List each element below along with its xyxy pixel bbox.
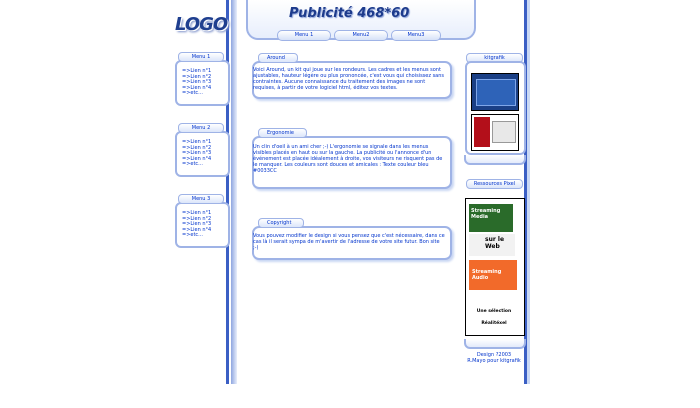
- menu-2-link[interactable]: =>Lien n°2: [182, 144, 212, 151]
- kitgrafik-title: kitgrafik: [466, 53, 523, 63]
- ergonomie-text: Un clin d'oeil à un ami cher ;-) L'ergonomie se signale dans les menus visibles placés en haut ou sur la gauche. La publicité ou l'annonce d'un événement est placée idéalement à droite, vos visiteurs ne risquent pas de le manquer. Les couleurs sont douces et amicales : Texte couleur bleu #0033CC: [253, 144, 443, 174]
- nav-menu-1[interactable]: Menu 1: [277, 30, 331, 41]
- nav-menu-3[interactable]: Menu3: [391, 30, 441, 41]
- left-divider-shade: [231, 0, 237, 384]
- menu-3-link[interactable]: =>etc...: [182, 232, 203, 239]
- promo-streaming-audio-image[interactable]: [469, 260, 517, 290]
- footer-credits: [462, 352, 526, 364]
- menu-2-link[interactable]: =>etc...: [182, 161, 203, 168]
- resources-title: Ressources Pixel: [466, 179, 523, 189]
- menu-3-link[interactable]: =>Lien n°3: [182, 221, 212, 228]
- right-divider-shade: [527, 0, 530, 384]
- around-text: Voici Around, un kit qui joue sur les rondeurs. Les cadres et les menus sont ajustables, hauteur légère ou plus prononcée, c'est vous qui choisissez sans contraintes. Aucune connaissance du traitement des images ne sont requises, à partir de votre logiciel html, éditez vos textes.: [253, 67, 445, 91]
- promo-streaming-media-image[interactable]: [469, 204, 513, 232]
- menu-3-list: [182, 211, 211, 239]
- menu-3-link[interactable]: =>Lien n°1: [182, 210, 212, 216]
- promo-label-1: Streaming Media: [471, 208, 501, 220]
- promo-line-2: Réalitéxel: [481, 321, 507, 326]
- menu-2-link[interactable]: =>Lien n°3: [182, 150, 212, 157]
- copyright-title: Copyright: [258, 218, 304, 228]
- promo-sur-le-web-image[interactable]: [469, 234, 515, 256]
- menu-2-list: [182, 140, 211, 168]
- footer-line-2[interactable]: R.Mayo pour kitgrafik: [467, 358, 521, 364]
- menu-2-link[interactable]: =>Lien n°4: [182, 155, 212, 162]
- menu-1-link[interactable]: =>etc...: [182, 90, 203, 97]
- footer-line-1: Design ?2003: [476, 352, 512, 358]
- menu-2-link[interactable]: =>Lien n°1: [182, 139, 212, 145]
- promo-label-3: Streaming Audio: [472, 269, 502, 281]
- menu-3-link[interactable]: =>Lien n°2: [182, 215, 212, 222]
- left-divider: [226, 0, 229, 384]
- copyright-text: Vous pouvez modifier le design si vous pensez que c'est nécessaire, dans ce cas là il serait sympa de m'avertir de l'adresse de votre site futur. Bon site ;-): [253, 233, 445, 251]
- kitgrafik-thumbnail-1[interactable]: [471, 73, 519, 111]
- menu-1-list: [182, 69, 211, 97]
- around-title: Around: [258, 53, 298, 63]
- menu-2-title: Menu 2: [178, 123, 224, 133]
- promo-line-1: Une sélection: [476, 309, 512, 314]
- logo[interactable]: LOGO: [175, 14, 228, 35]
- kitgrafik-box-footer: [464, 155, 526, 165]
- menu-1-title: Menu 1: [178, 52, 224, 62]
- menu-1-link[interactable]: =>Lien n°1: [182, 68, 212, 74]
- menu-1-link[interactable]: =>Lien n°3: [182, 79, 212, 86]
- menu-1-link[interactable]: =>Lien n°2: [182, 73, 212, 80]
- menu-1-link[interactable]: =>Lien n°4: [182, 84, 212, 91]
- menu-3-title: Menu 3: [178, 194, 224, 204]
- menu-3-link[interactable]: =>Lien n°4: [182, 226, 212, 233]
- banner-title: Publicité 468*60: [289, 6, 410, 21]
- promo-box-footer: [464, 339, 526, 349]
- ergonomie-title: Ergonomie: [258, 128, 307, 138]
- kitgrafik-thumbnail-2[interactable]: [471, 114, 519, 151]
- promo-label-2: sur le Web: [485, 236, 505, 250]
- nav-menu-2[interactable]: Menu2: [334, 30, 388, 41]
